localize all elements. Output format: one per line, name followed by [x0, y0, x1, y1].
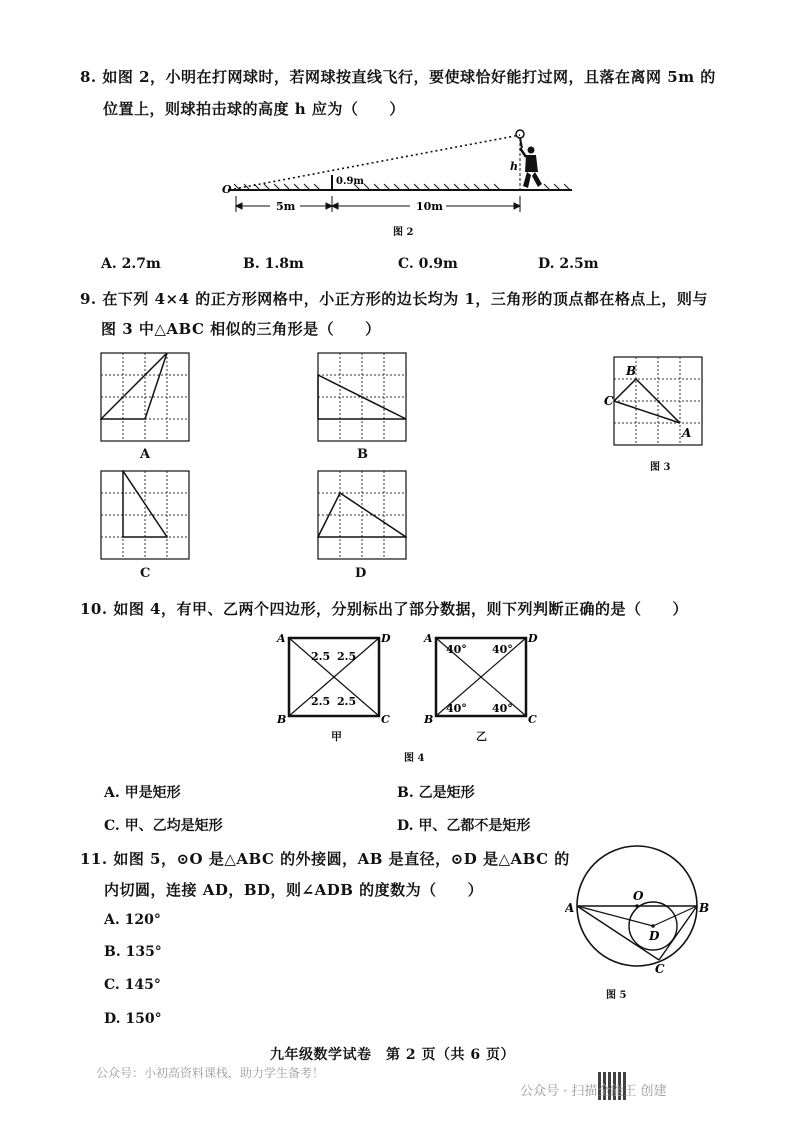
figure-2-tennis [220, 120, 580, 230]
grid-option-c[interactable] [100, 470, 190, 560]
jia-seg-co: 2.5 [337, 695, 357, 708]
yi-vertex-c: C [528, 713, 537, 726]
jia-vertex-d: D [381, 632, 391, 645]
yi-vertex-a: A [424, 632, 433, 645]
q9-stem-line1: 9. 在下列 4×4 的正方形网格中，小正方形的边长均为 1，三角形的顶点都在格点上，则与 [80, 290, 708, 308]
watermark-left: 公众号：小初高资料课栈，助力学生备考！ [96, 1066, 325, 1080]
jia-seg-do: 2.5 [337, 650, 357, 663]
jia-seg-ao: 2.5 [311, 650, 331, 663]
figure-4-caption: 图 4 [404, 753, 425, 764]
fig3-vertex-b: B [626, 364, 637, 378]
q10-stem: 10. 如图 4，有甲、乙两个四边形，分别标出了部分数据，则下列判断正确的是（ ） [80, 600, 688, 618]
yi-angle-d: 40° [492, 643, 513, 656]
net-height-label: 0.9m [336, 176, 364, 187]
q11-option-c[interactable]: C. 145° [104, 977, 161, 993]
q11-stem-line2: 内切圆，连接 AD，BD，则∠ADB 的度数为（ ） [104, 881, 484, 899]
q8-stem-line1: 8. 如图 2，小明在打网球时，若网球按直线飞行，要使球恰好能打过网，且落在离网 5m 的 [80, 68, 716, 86]
h-label: h [510, 160, 518, 173]
grid-label-a: A [140, 447, 151, 462]
q11-stem-line1: 11. 如图 5，⊙O 是△ABC 的外接圆，AB 是直径，⊙D 是△ABC 的 [80, 850, 570, 868]
fig5-point-a: A [565, 901, 575, 915]
jia-vertex-a: A [277, 632, 286, 645]
fig5-point-o: O [633, 889, 644, 903]
ball-trajectory [234, 135, 520, 189]
yi-angle-b: 40° [446, 702, 467, 715]
q8-option-d[interactable]: D. 2.5m [538, 256, 599, 272]
q10-option-a[interactable]: A. 甲是矩形 [104, 785, 181, 801]
fig5-point-c: C [655, 962, 665, 976]
grid-label-c: C [140, 566, 151, 581]
figure-3-grid [604, 355, 714, 455]
triangle-a [101, 353, 167, 419]
figure-5-circles [565, 830, 715, 980]
q10-option-d[interactable]: D. 甲、乙都不是矩形 [397, 818, 531, 834]
q9-stem-line2: 图 3 中△ABC 相似的三角形是（ ） [101, 320, 381, 338]
q8-option-c[interactable]: C. 0.9m [398, 256, 458, 272]
yi-name: 乙 [476, 730, 487, 743]
point-o-label: O [222, 183, 232, 196]
yi-vertex-b: B [424, 713, 434, 726]
q8-stem-line2: 位置上，则球拍击球的高度 h 应为（ ） [103, 100, 405, 118]
q10-option-c[interactable]: C. 甲、乙均是矩形 [104, 818, 223, 834]
watermark-right: 公众号 · 扫描全能王 创建 [520, 1084, 667, 1099]
dist-10m-label: 10m [416, 200, 443, 213]
q8-option-a[interactable]: A. 2.7m [101, 256, 161, 272]
grid-option-d[interactable] [317, 470, 407, 560]
figure-3-caption: 图 3 [650, 462, 671, 473]
dist-5m-label: 5m [276, 200, 296, 213]
q11-option-a[interactable]: A. 120° [104, 912, 161, 928]
q8-option-b[interactable]: B. 1.8m [243, 256, 304, 272]
fig3-vertex-c: C [604, 394, 614, 408]
grid-option-b[interactable] [317, 352, 407, 442]
fig3-vertex-a: A [682, 426, 692, 440]
grid-label-b: B [357, 447, 368, 462]
jia-vertex-b: B [277, 713, 287, 726]
fig5-point-d: D [649, 929, 660, 943]
grid-option-a[interactable] [100, 352, 190, 442]
q10-option-b[interactable]: B. 乙是矩形 [397, 785, 475, 801]
jia-vertex-c: C [381, 713, 390, 726]
yi-vertex-d: D [528, 632, 538, 645]
yi-angle-a: 40° [446, 643, 467, 656]
figure-2-caption: 图 2 [393, 227, 414, 238]
fig5-point-b: B [699, 901, 710, 915]
figure-4-jia [275, 628, 395, 728]
jia-seg-bo: 2.5 [311, 695, 331, 708]
jia-name: 甲 [331, 730, 342, 743]
page-footer-title: 九年级数学试卷 第 2 页（共 6 页） [270, 1047, 515, 1063]
figure-5-caption: 图 5 [606, 990, 627, 1001]
q11-option-d[interactable]: D. 150° [104, 1011, 162, 1027]
q11-option-b[interactable]: B. 135° [104, 944, 162, 960]
figure-4-yi [422, 628, 542, 728]
grid-label-d: D [355, 566, 367, 581]
yi-angle-c: 40° [492, 702, 513, 715]
